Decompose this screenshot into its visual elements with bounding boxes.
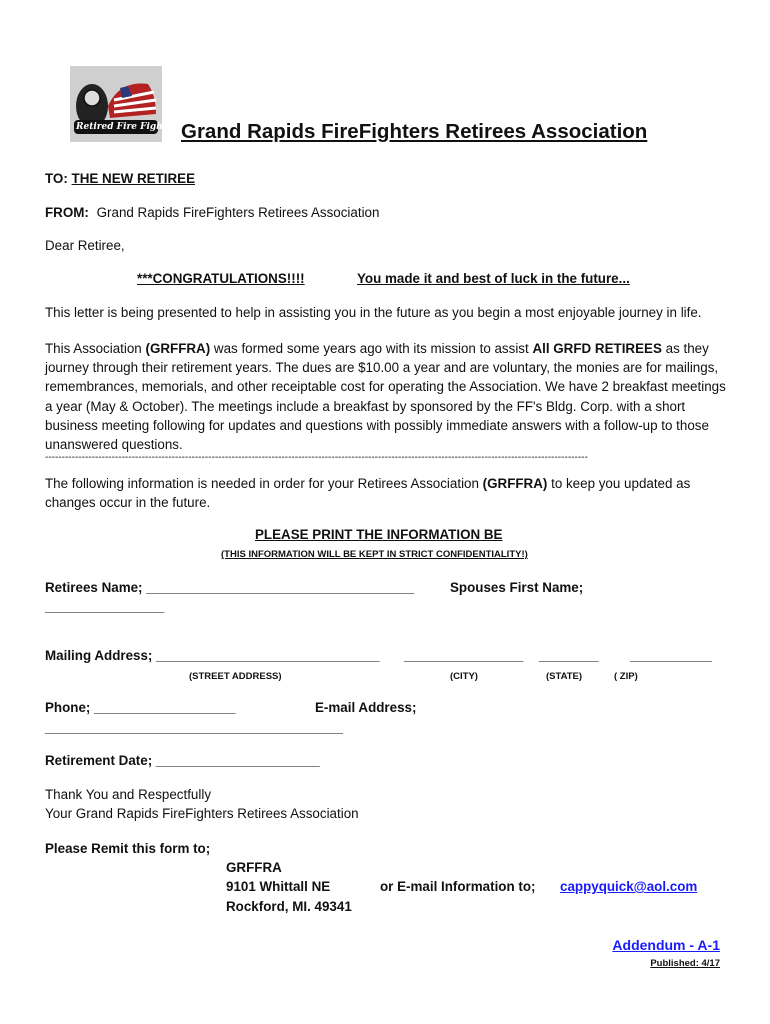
closing-line-1: Thank You and Respectfully bbox=[45, 787, 212, 802]
congrats-text: ***CONGRATULATIONS!!!! bbox=[137, 271, 305, 286]
intro-paragraph: This letter is being presented to help in assisting you in the future as you begin a most enjoyable journey in life. bbox=[45, 305, 702, 320]
mission-text-2: was formed some years ago with its mission to assist bbox=[210, 341, 533, 356]
logo-text: Retired Fire Fighter bbox=[76, 122, 178, 132]
print-heading: PLEASE PRINT THE INFORMATION BE bbox=[255, 527, 503, 542]
closing-line-2: Your Grand Rapids FireFighters Retirees Association bbox=[45, 806, 359, 821]
mission-paragraph bbox=[45, 339, 735, 454]
from-line bbox=[45, 205, 379, 220]
association-logo bbox=[70, 66, 178, 142]
remit-email-label: or E-mail Information to; bbox=[380, 879, 536, 894]
remit-email-link[interactable]: cappyquick@aol.com bbox=[560, 879, 698, 894]
city-field[interactable]: ________________ bbox=[404, 648, 524, 663]
email-label: E-mail Address; bbox=[315, 700, 417, 715]
zip-field[interactable]: ___________ bbox=[630, 648, 712, 663]
to-value: THE NEW RETIREE bbox=[71, 171, 196, 186]
zip-caption: ( ZIP) bbox=[614, 671, 638, 682]
mailing-address-field[interactable]: Mailing Address; ______________________________ bbox=[45, 648, 380, 663]
retiree-name-field[interactable]: Retirees Name; ____________________________________ bbox=[45, 580, 415, 595]
divider-line: ------------------------------------------------------------------------------------------------------------------------------------------------------------------- bbox=[45, 452, 588, 463]
remit-label: Please Remit this form to; bbox=[45, 841, 211, 856]
spouse-name-field[interactable]: ________________ bbox=[45, 599, 165, 614]
to-line bbox=[45, 171, 195, 186]
addendum-label: Addendum - A-1 bbox=[612, 937, 720, 953]
street-caption: (STREET ADDRESS) bbox=[189, 671, 282, 682]
mission-retirees: All GRFD RETIREES bbox=[532, 341, 662, 356]
info-text-1: The following information is needed in order for your Retirees Association bbox=[45, 476, 483, 491]
info-paragraph bbox=[45, 474, 735, 512]
mission-text-3: as they journey through their retirement years. The dues are $10.00 a year and are voluntary, the monies are for mailings, remembrances, memorials, and other receiptable cost for operating the Association. We have 2 breakfast meetings a year (May & October). The meetings include a breakfast by sponsored by the FF's Bldg. Corp. with a short business meeting following for updates and questions with possibly immediate answers with a follow-up to those unanswered questions. bbox=[45, 341, 726, 453]
city-caption: (CITY) bbox=[450, 671, 478, 682]
remit-street: 9101 Whittall NE bbox=[226, 879, 331, 894]
mission-text-1: This Association bbox=[45, 341, 146, 356]
congrats-wish: You made it and best of luck in the future... bbox=[357, 271, 630, 286]
from-label: FROM: bbox=[45, 205, 89, 220]
salutation: Dear Retiree, bbox=[45, 238, 125, 253]
phone-field[interactable]: Phone; ___________________ bbox=[45, 700, 236, 715]
info-text-2: to keep you updated as changes occur in the future. bbox=[45, 476, 691, 511]
retirement-date-field[interactable]: Retirement Date; ______________________ bbox=[45, 753, 320, 768]
spouse-name-label: Spouses First Name; bbox=[450, 580, 584, 595]
from-value: Grand Rapids FireFighters Retirees Association bbox=[96, 205, 380, 220]
document-title: Grand Rapids FireFighters Retirees Association bbox=[181, 120, 648, 143]
info-acronym: (GRFFRA) bbox=[482, 476, 548, 491]
mission-acronym: (GRFFRA) bbox=[145, 341, 211, 356]
email-field[interactable]: ________________________________________ bbox=[45, 720, 343, 735]
remit-city: Rockford, MI. 49341 bbox=[226, 899, 352, 914]
published-date: Published: 4/17 bbox=[650, 958, 720, 969]
to-label: TO: bbox=[45, 171, 68, 186]
remit-org: GRFFRA bbox=[226, 860, 282, 875]
state-caption: (STATE) bbox=[546, 671, 583, 682]
state-field[interactable]: ________ bbox=[539, 648, 599, 663]
confidential-note: (THIS INFORMATION WILL BE KEPT IN STRICT CONFIDENTIALITY!) bbox=[221, 549, 528, 560]
